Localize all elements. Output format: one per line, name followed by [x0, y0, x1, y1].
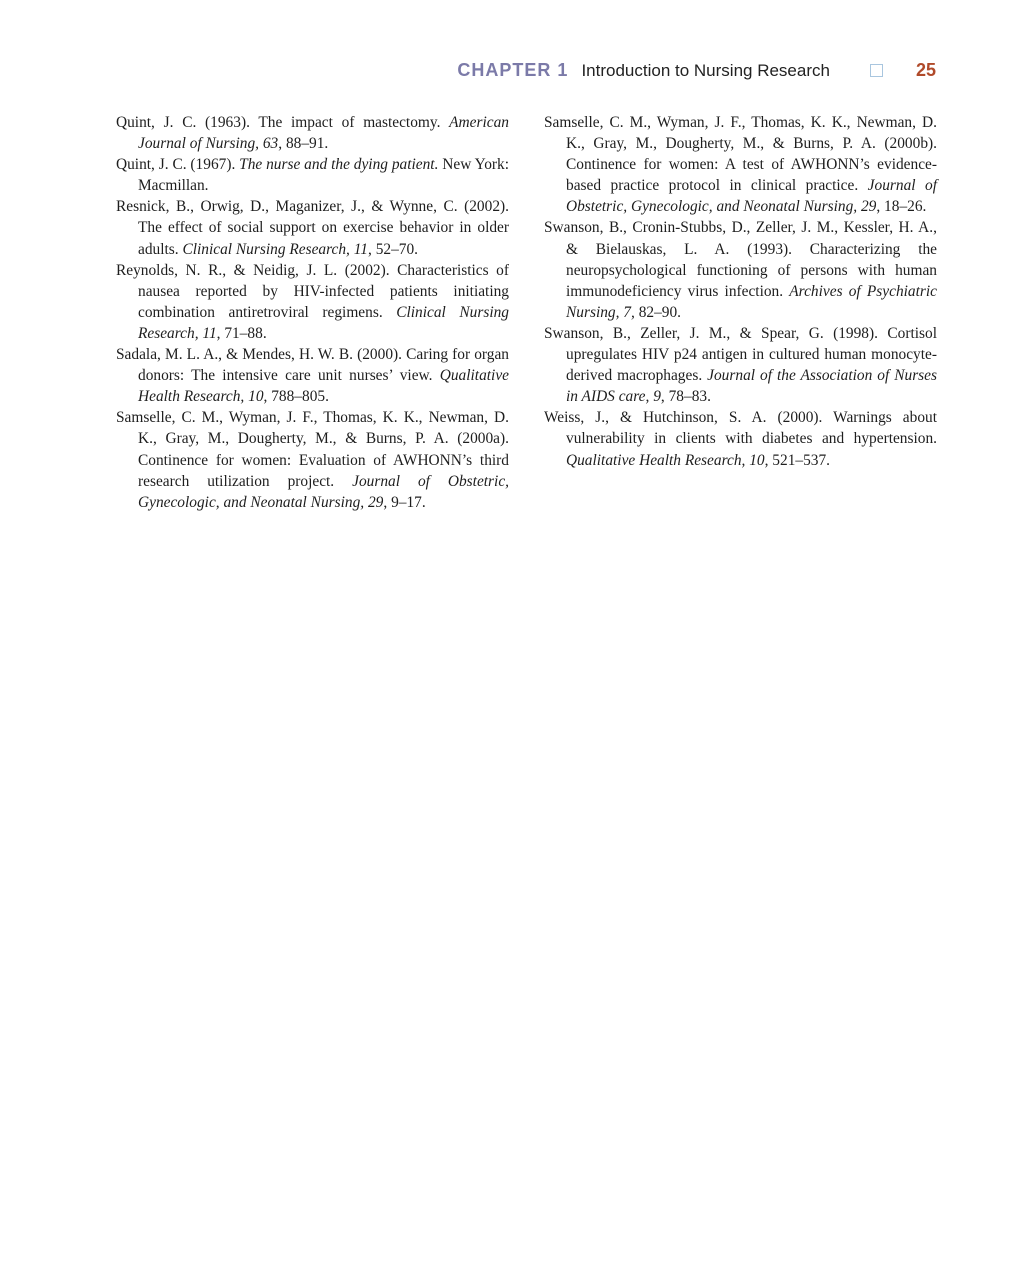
reference-text: Quint, J. C. (1963). The impact of mastectomy.: [116, 114, 450, 131]
references-right-column: [544, 112, 937, 471]
reference-text: Samselle, C. M., Wyman, J. F., Thomas, K. K., Newman, D. K., Gray, M., Dougherty, M., & Burns, P. A. (2000a). Continence for women: Evaluation of AWHONN’s third research utilization project.: [116, 409, 509, 490]
reference-pages: , 9–17.: [383, 493, 426, 511]
reference-source: The nurse and the dying patient.: [239, 156, 439, 174]
reference-source: Archives of Psychiatric Nursing, 7,: [566, 282, 937, 321]
reference-entry: [116, 196, 509, 259]
reference-entry: [544, 112, 937, 217]
reference-text: Reynolds, N. R., & Neidig, J. L. (2002). Characteristics of nausea reported by HIV-infected patients initiating combination antiretroviral regimens.: [116, 261, 509, 321]
reference-source: Journal of Obstetric, Gynecologic, and Neonatal Nursing, 29: [138, 472, 509, 511]
reference-pages: , 71–88.: [216, 324, 267, 342]
reference-text: Weiss, J., & Hutchinson, S. A. (2000). Warnings about vulnerability in clients with diabetes and hypertension.: [544, 409, 937, 448]
reference-entry: [544, 217, 937, 322]
reference-text: Swanson, B., Cronin-Stubbs, D., Zeller, J. M., Kessler, H. A., & Bielauskas, L. A. (1993). Characterizing the neuropsychological functioning of persons with human immunodeficiency virus infection.: [544, 219, 937, 300]
running-header: [457, 60, 936, 81]
square-bullet-icon: [870, 64, 883, 77]
reference-pages: , 88–91.: [278, 135, 329, 153]
reference-entry: [116, 407, 509, 512]
reference-pages: , 521–537.: [764, 451, 831, 469]
reference-pages: 82–90.: [634, 303, 682, 321]
reference-source: Clinical Nursing Research, 11: [138, 303, 509, 342]
reference-source: Qualitative Health Research, 10: [566, 451, 765, 469]
reference-source: Journal of the Association of Nurses in AIDS care, 9: [566, 367, 937, 406]
reference-text: Sadala, M. L. A., & Mendes, H. W. B. (2000). Caring for organ donors: The intensive care unit nurses’ view.: [116, 346, 509, 385]
reference-pages: , 78–83.: [660, 388, 711, 406]
reference-pages: , 788–805.: [263, 388, 329, 406]
reference-pages: New York: Macmillan.: [138, 156, 509, 195]
reference-source: American Journal of Nursing, 63: [138, 114, 509, 153]
chapter-title: Introduction to Nursing Research: [581, 61, 830, 80]
reference-pages: , 52–70.: [368, 240, 419, 258]
reference-source: Journal of Obstetric, Gynecologic, and Neonatal Nursing, 29: [566, 177, 937, 216]
reference-entry: [116, 112, 509, 154]
chapter-label: CHAPTER 1: [457, 60, 569, 80]
reference-entry: [116, 260, 509, 344]
reference-pages: , 18–26.: [876, 198, 927, 216]
reference-text: Quint, J. C. (1967).: [116, 156, 240, 174]
reference-source: Clinical Nursing Research, 11: [182, 240, 368, 258]
page-number: 25: [915, 60, 936, 80]
reference-text: Swanson, B., Zeller, J. M., & Spear, G. (1998). Cortisol upregulates HIV p24 antigen in cultured human monocyte-derived macrophages.: [544, 324, 937, 385]
reference-entry: [544, 407, 937, 470]
references-left-column: [116, 112, 509, 513]
reference-text: Resnick, B., Orwig, D., Maganizer, J., & Wynne, C. (2002). The effect of social support on exercise behavior in older adults.: [116, 198, 509, 258]
reference-entry: [544, 323, 937, 407]
reference-source: Qualitative Health Research, 10: [138, 367, 509, 406]
reference-entry: [116, 344, 509, 407]
reference-entry: [116, 154, 509, 196]
reference-text: Samselle, C. M., Wyman, J. F., Thomas, K. K., Newman, D. K., Gray, M., Dougherty, M., & Burns, P. A. (2000b). Continence for women: A test of AWHONN’s evidence-based practice protocol in clinical practice.: [544, 114, 937, 195]
